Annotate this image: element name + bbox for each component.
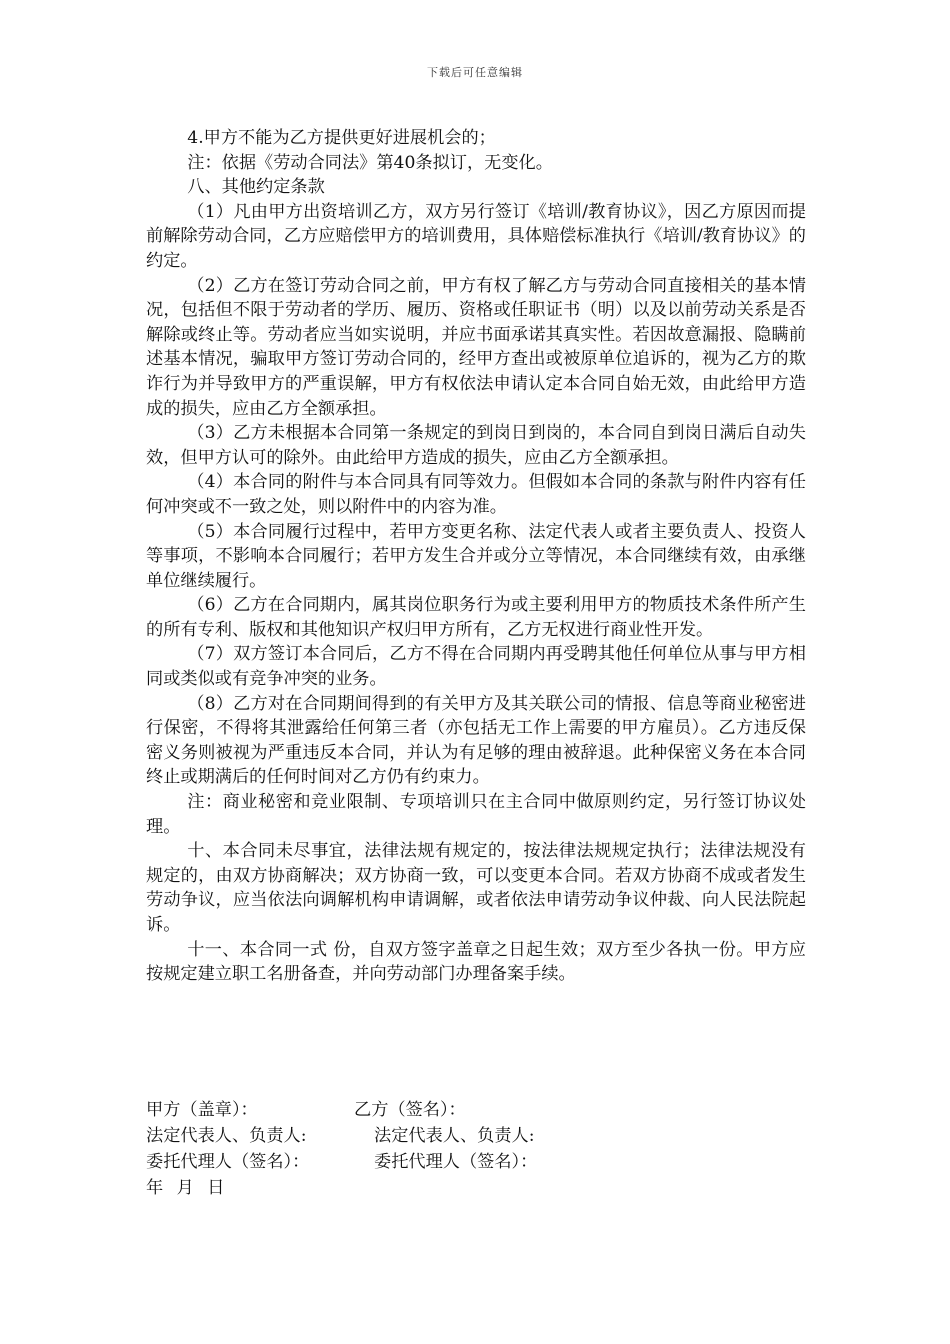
note-paragraph: 注：商业秘密和竞业限制、专项培训只在主合同中做原则约定，另行签订协议处理。 bbox=[146, 792, 806, 837]
section-paragraph: 十、本合同未尽事宜，法律法规有规定的，按法律法规规定执行；法律法规没有规定的，由双方协商解决；双方协商一致，可以变更本合同。若双方协商不成或者发生劳动争议，应当依法向调解机构申请调解，或者依法申请劳动争议仲裁、向人民法院起诉。 bbox=[146, 841, 806, 935]
clause-paragraph: （2）乙方在签订劳动合同之前，甲方有权了解乙方与劳动合同直接相关的基本情况，包括但不限于劳动者的学历、履历、资格或任职证书（明）以及以前劳动关系是否解除或终止等。劳动者应当如实说明，并应书面承诺其真实性。若因故意漏报、隐瞒前述基本情况，骗取甲方签订劳动合同的，经甲方查出或被原单位追诉的，视为乙方的欺诈行为并导致甲方的严重误解，甲方有权依法申请认定本合同自始无效，由此给甲方造成的损失，应由乙方全额承担。 bbox=[146, 275, 806, 419]
signature-row bbox=[146, 1123, 806, 1149]
agent-a-label: 委托代理人（签名）： bbox=[146, 1152, 310, 1172]
clause-paragraph: （8）乙方对在合同期间得到的有关甲方及其关联公司的情报、信息等商业秘密进行保密，不得将其泄露给任何第三者（亦包括无工作上需要的甲方雇员）。乙方违反保密义务则被视为严重违反本合同，并认为有足够的理由被辞退。此种保密义务在本合同终止或期满后的任何时间对乙方仍有约束力。 bbox=[146, 693, 806, 788]
party-a-seal-label: 甲方（盖章）： bbox=[146, 1100, 258, 1120]
page-header-note: 下载后可任意编辑 bbox=[427, 66, 523, 79]
clause-paragraph: （4）本合同的附件与本合同具有同等效力。但假如本合同的条款与附件内容有任何冲突或不一致之处，则以附件中的内容为准。 bbox=[146, 472, 806, 517]
clause-paragraph: （5）本合同履行过程中，若甲方变更名称、法定代表人或者主要负责人、投资人等事项，不影响本合同履行；若甲方发生合并或分立等情况，本合同继续有效，由承继单位继续履行。 bbox=[146, 521, 806, 591]
contract-body bbox=[146, 126, 806, 987]
party-b-sign-label: 乙方（签名）： bbox=[354, 1100, 466, 1120]
clause-paragraph: （1）凡由甲方出资培训乙方，双方另行签订《培训/教育协议》，因乙方原因而提前解除劳动合同，乙方应赔偿甲方的培训费用，具体赔偿标准执行《培训/教育协议》的约定。 bbox=[146, 201, 806, 271]
legal-rep-a-label: 法定代表人、负责人: bbox=[146, 1126, 307, 1146]
legal-rep-b-label: 法定代表人、负责人: bbox=[374, 1126, 535, 1146]
note-paragraph: 注：依据《劳动合同法》第40条拟订，无变化。 bbox=[187, 152, 553, 173]
clause-paragraph: （7）双方签订本合同后，乙方不得在合同期内再受聘其他任何单位从事与甲方相同或类似或有竞争冲突的业务。 bbox=[146, 644, 806, 690]
section-paragraph: 十一、本合同一式 份，自双方签字盖章之日起生效；双方至少各执一份。甲方应按规定建立职工名册备查，并向劳动部门办理备案手续。 bbox=[146, 939, 806, 985]
date-line: 年 月 日 bbox=[146, 1178, 225, 1198]
signature-row bbox=[146, 1097, 806, 1123]
section-heading: 八、其他约定条款 bbox=[187, 177, 325, 198]
agent-b-label: 委托代理人（签名）： bbox=[374, 1152, 538, 1172]
signature-row bbox=[146, 1149, 806, 1175]
clause-paragraph: 4.甲方不能为乙方提供更好进展机会的； bbox=[187, 128, 496, 148]
clause-paragraph: （6）乙方在合同期内，属其岗位职务行为或主要利用甲方的物质技术条件所产生的所有专利、版权和其他知识产权归甲方所有，乙方无权进行商业性开发。 bbox=[146, 595, 806, 640]
clause-paragraph: （3）乙方未根据本合同第一条规定的到岗日到岗的，本合同自到岗日满后自动失效，但甲方认可的除外。由此给甲方造成的损失，应由乙方全额承担。 bbox=[146, 423, 806, 468]
signature-block bbox=[146, 1097, 806, 1201]
